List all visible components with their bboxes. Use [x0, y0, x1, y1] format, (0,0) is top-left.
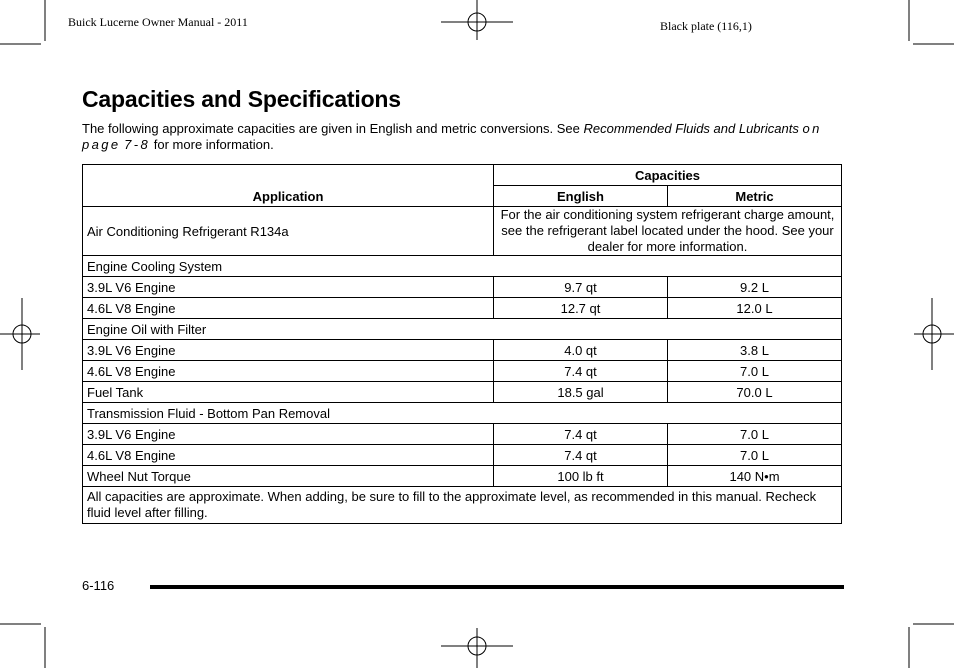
metric-value: 140 N•m: [668, 466, 842, 487]
group-label: Transmission Fluid - Bottom Pan Removal: [83, 403, 842, 424]
table-header-row: [83, 165, 842, 186]
intro-paragraph: [82, 121, 842, 153]
metric-value: 70.0 L: [668, 382, 842, 403]
cross-reference-title[interactable]: Recommended Fluids and Lubricants: [583, 121, 799, 136]
table-footnote-row: [83, 487, 842, 524]
english-value: 7.4 qt: [494, 424, 668, 445]
group-label: Engine Cooling System: [83, 256, 842, 277]
table-row: [83, 382, 842, 403]
manual-title: Buick Lucerne Owner Manual - 2011: [68, 15, 248, 29]
table-row: [83, 207, 842, 256]
column-header-english: English: [494, 186, 668, 207]
english-value: 7.4 qt: [494, 445, 668, 466]
table-group-row: [83, 319, 842, 340]
row-label: 3.9L V6 Engine: [83, 424, 494, 445]
metric-value: 12.0 L: [668, 298, 842, 319]
english-value: 7.4 qt: [494, 361, 668, 382]
footer-rule: [150, 585, 844, 589]
row-label: 4.6L V8 Engine: [83, 445, 494, 466]
english-value: 100 lb ft: [494, 466, 668, 487]
column-header-metric: Metric: [668, 186, 842, 207]
english-value: 18.5 gal: [494, 382, 668, 403]
table-row: [83, 340, 842, 361]
column-header-application: Application: [83, 165, 494, 207]
table-row: [83, 445, 842, 466]
refrigerant-note: For the air conditioning system refrigerant charge amount, see the refrigerant label located under the hood. See your dealer for more information.: [494, 207, 842, 256]
cross-reference-page-word[interactable]: page: [82, 137, 121, 152]
row-label: 3.9L V6 Engine: [83, 277, 494, 298]
plate-label: Black plate (116,1): [660, 19, 752, 33]
cross-reference-on[interactable]: on: [802, 121, 822, 136]
intro-suffix: for more information.: [150, 137, 274, 152]
row-label: 4.6L V8 Engine: [83, 361, 494, 382]
english-value: 9.7 qt: [494, 277, 668, 298]
table-row: [83, 277, 842, 298]
metric-value: 7.0 L: [668, 361, 842, 382]
table-group-row: [83, 403, 842, 424]
table-row: [83, 424, 842, 445]
row-label: Wheel Nut Torque: [83, 466, 494, 487]
cross-reference-page[interactable]: 7-8: [124, 137, 151, 152]
column-header-capacities: Capacities: [494, 165, 842, 186]
capacities-table: [82, 164, 842, 524]
table-row: [83, 298, 842, 319]
page-title: Capacities and Specifications: [82, 86, 401, 112]
table-footnote: All capacities are approximate. When adding, be sure to fill to the approximate level, as recommended in this manual. Recheck fluid level after filling.: [83, 487, 842, 524]
metric-value: 9.2 L: [668, 277, 842, 298]
table-row: [83, 466, 842, 487]
page-number: 6-116: [82, 578, 115, 593]
english-value: 4.0 qt: [494, 340, 668, 361]
row-label: Air Conditioning Refrigerant R134a: [83, 207, 494, 256]
row-label: 4.6L V8 Engine: [83, 298, 494, 319]
table-row: [83, 361, 842, 382]
group-label: Engine Oil with Filter: [83, 319, 842, 340]
row-label: Fuel Tank: [83, 382, 494, 403]
row-label: 3.9L V6 Engine: [83, 340, 494, 361]
intro-text: The following approximate capacities are given in English and metric conversions. See: [82, 121, 584, 136]
metric-value: 7.0 L: [668, 445, 842, 466]
table-group-row: [83, 256, 842, 277]
metric-value: 7.0 L: [668, 424, 842, 445]
metric-value: 3.8 L: [668, 340, 842, 361]
english-value: 12.7 qt: [494, 298, 668, 319]
